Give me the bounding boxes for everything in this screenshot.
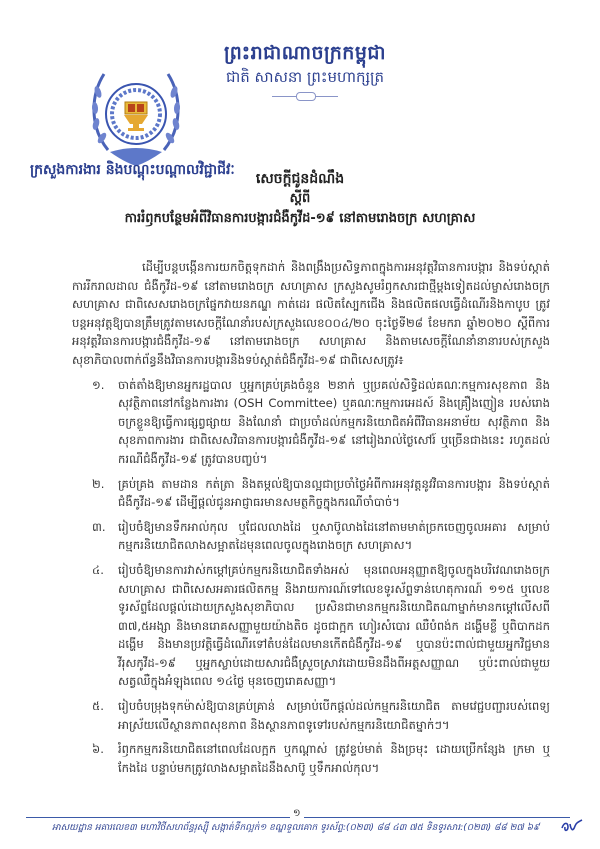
item-number: ១. — [92, 377, 105, 392]
kingdom-title: ព្រះរាជាណាចក្រកម្ពុជា — [224, 42, 386, 64]
list-item — [72, 697, 550, 734]
intro-paragraph: ដើម្បីបន្តបង្កើនការយកចិត្តទុកដាក់ និងពង្រឹងប្រសិទ្ធភាពក្នុងការអនុវត្តវិធានការបង្ការ និងទប់ស្កាត់ការរីករាលដាល ជំងឺកូវីដ-១៩ នៅតាមរោងចក្រ សហគ្រាស ក្រសួងសូមរំឭកសារជាថ្មីម្តងទៀតដល់ម្ចាស់រោងចក្រ សហគ្រាស ជាពិសេសរោងចក្រផ្នែកវាយនភណ្ឌ កាត់ដេរ ផលិតស្បែកជើង និងផលិតផលធ្វើដំណើរនិងកាបូប ត្រូវបន្តអនុវត្តឱ្យបានត្រឹមត្រូវតាមសេចក្តីណែនាំរបស់ក្រសួងលេខ០០៤/២០ ចុះថ្ងៃទី២៨ ខែមករា ឆ្នាំ២០២០ ស្តីពីការអនុវត្តវិធានការបង្ការជំងឺកូវីដ-១៩ នៅតាមរោងចក្រ សហគ្រាស និងតាមសេចក្តីណែនាំនានារបស់ក្រសួងសុខាភិបាលពាក់ព័ន្ធនឹងវិធានការបង្ការនិងទប់ស្កាត់ជំងឺកូវីដ-១៩ ជាពិសេសត្រូវ៖ — [72, 260, 550, 367]
subject-title: ការរំឭកបន្ថែមអំពីវិធានការបង្ការជំងឺកូវីដ-១៩ នៅតាមរោងចក្រ សហគ្រាស — [124, 211, 476, 226]
footer-address: អាសយដ្ឋាន អគារលេខ៣ មហាវិថីសហព័ន្ធរុស្ស៊ី សង្កាត់ទឹកល្អក់១ ខណ្ឌទួលគោក ទូរស័ព្ទ:(០២៣) ៨៨ ៤៣ ៧៥ ទិនទូរសារ:(០២៣) ៨៨ ២៧ ៦៩ — [52, 823, 540, 833]
list-item — [72, 740, 550, 777]
item-text: ចាត់តាំងឱ្យមានអ្នករដ្ឋបាល ឬអ្នកគ្រប់គ្រងចំនួន ២នាក់ ឬប្រគល់សិទ្ធិដល់គណៈកម្មការសុខភាព និងសុវត្ថិភាពនៅកន្លែងការងារ (OSH Committee) ឬគណៈកម្មការអេដស៍ និងគ្រឿងញៀន របស់រោងចក្រខ្លួនឱ្យធ្វើការផ្សព្វផ្សាយ និងណែនាំ ជាប្រចាំដល់កម្មករនិយោជិតអំពីវិធានអនាម័យ សុវត្ថិភាព និងសុខភាពការងារ ជាពិសេសវិធានការបង្ការជំងឺកូវីដ-១៩ នៅរៀងរាល់ថ្ងៃសៅរ៍ ឬច្រើនជាងនេះ រហូតដល់ករណីជំងឺកូវីដ-១៩ ត្រូវបានបញ្ចប់។ — [118, 377, 550, 466]
ministry-name: ក្រសួងការងារ និងបណ្តុះបណ្តាលវិជ្ជាជីវៈ — [30, 162, 235, 178]
ornament-divider-icon — [272, 92, 338, 100]
item-number: ៦. — [92, 742, 104, 757]
item-text: រំឭកកម្មករនិយោជិតនៅពេលដែលក្អក ឬកណ្តាស់ ត្រូវខ្ទប់មាត់ និងច្រមុះ ដោយប្រើកន្សែង ក្រមា ឬកែងដៃ បន្ទាប់មកត្រូវលាងសម្អាតដៃនឹងសាប៊ូ ឬទឹកអាល់កុល។ — [118, 742, 550, 775]
item-number: ៥. — [92, 699, 104, 714]
item-text: រៀបចំបម្រុងទុកម៉ាស់ឱ្យបានគ្រប់គ្រាន់ សម្រាប់បើកផ្តល់ដល់កម្មករនិយោជិត តាមវេជ្ជបញ្ជារបស់ពេទ្យអាស្រ័យលើស្ថានភាពសុខភាព និងស្ថានភាពទូទៅរបស់កម្មករនិយោជិតម្នាក់ៗ។ — [118, 699, 550, 732]
item-number: ៣. — [92, 519, 106, 534]
ministry-logo-icon — [88, 66, 184, 170]
item-number: ៤. — [92, 562, 104, 577]
page-number: ១ — [290, 806, 304, 821]
national-motto: ជាតិ សាសនា ព្រះមហាក្សត្រ — [225, 68, 385, 86]
initials-signature-icon — [560, 818, 584, 836]
document-body — [72, 258, 550, 783]
instruction-list — [72, 376, 550, 778]
list-item — [72, 561, 550, 691]
list-item — [72, 376, 550, 469]
item-number: ២. — [92, 476, 105, 491]
item-text: រៀបចំឱ្យមានទឹកអាល់កុល ឬជែលលាងដៃ ឬសាប៊ូលាងដៃនៅតាមមាត់ច្រកចេញចូលអគារ សម្រាប់កម្មករនិយោជិតលាងសម្អាតដៃមុនពេលចូលក្នុងរោងចក្រ សហគ្រាស។ — [118, 519, 550, 553]
item-text: រៀបចំឱ្យមានការវាស់កម្តៅគ្រប់កម្មករនិយោជិតទាំងអស់ មុនពេលអនុញ្ញាតឱ្យចូលក្នុងបរិវេណរោងចក្រ សហគ្រាស ជាពិសេសអគារផលិតកម្ម និងរាយការណ៍ទៅលេខទូរស័ព្ទទាន់ហេតុការណ៍ ១១៥ ឬលេខទូរស័ព្ទដែលផ្តល់ដោយក្រសួងសុខាភិបាល ប្រសិនជាមានកម្មករនិយោជិតណាម្នាក់មានកម្តៅលើសពី ៣៧,៥អង្សា និងមានរោគសញ្ញាមួយយ៉ាងតិច ដូចជាក្អក ហៀរសំបោរ ឈឺបំពង់ក ដង្ហើមខ្លី ឬពិបាកដកដង្ហើម និងមានប្រវត្តិធ្វើដំណើរទៅតំបន់ដែលមានកើតជំងឺកូវីដ-១៩ ឬបានប៉ះពាល់ជាមួយអ្នកវិជ្ជមានវីរុសកូវីដ-១៩ ឬអ្នកស្លាប់ដោយសារជំងឺស្រួចស្រាវដោយមិនដឹងពីអត្តសញ្ញាណ ឬប៉ះពាល់ជាមួយសត្វឈឺក្នុងអំឡុងពេល ១៤ថ្ងៃ មុនចេញរោគសញ្ញា។ — [118, 562, 550, 689]
item-text: គ្រប់គ្រង តាមដាន កត់ត្រា និងតម្កល់ឱ្យបានល្អជាប្រចាំថ្ងៃអំពីការអនុវត្តនូវវិធានការបង្ការ និងទប់ស្កាត់ជំងឺកូវីដ-១៩ ដើម្បីផ្តល់ជូនអាជ្ញាធរមានសមត្ថកិច្ចក្នុងករណីចាំបាច់។ — [118, 476, 550, 510]
notice-title: សេចក្តីជូនដំណឹង — [255, 171, 345, 187]
document-titles — [0, 168, 600, 230]
about-label: ស្តីពី — [289, 191, 311, 206]
list-item — [72, 518, 550, 555]
list-item — [72, 475, 550, 512]
